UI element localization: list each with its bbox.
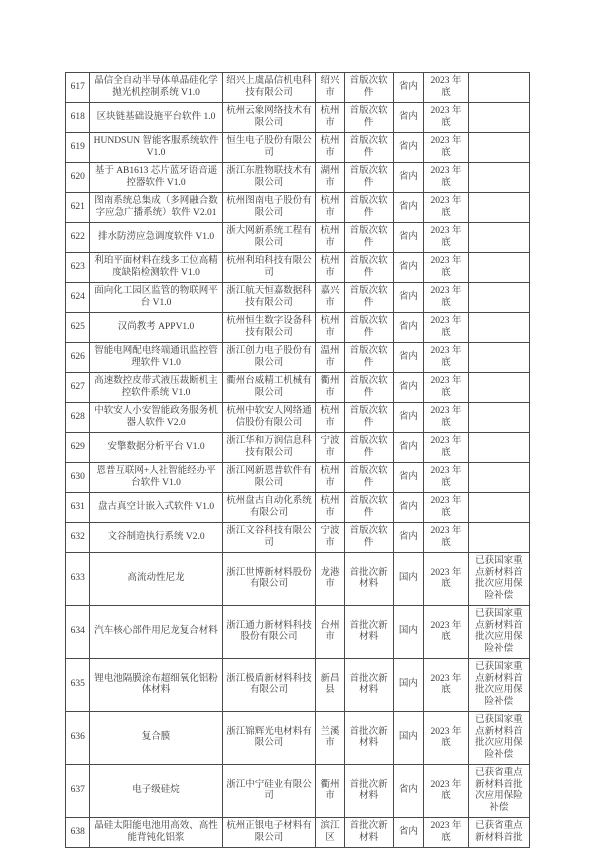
- cell-deadline: 2023 年底: [424, 193, 469, 223]
- table-body: [66, 73, 530, 848]
- cell-deadline: 2023 年底: [424, 433, 469, 463]
- cell-category: 首版次软件: [344, 283, 393, 313]
- cell-category: 首批次新材料: [344, 712, 393, 765]
- cell-remark: 已获省重点新材料首批: [468, 818, 529, 848]
- cell-remark: [468, 223, 529, 253]
- table-row: [66, 523, 530, 553]
- cell-deadline: 2023 年底: [424, 163, 469, 193]
- cell-no: 618: [66, 103, 90, 133]
- cell-product: 晶硅太阳能电池用高效、高性能背钝化铝浆: [90, 818, 222, 848]
- cell-no: 635: [66, 659, 90, 712]
- cell-deadline: 2023 年底: [424, 253, 469, 283]
- cell-scope: 国内: [393, 606, 424, 659]
- cell-category: 首批次新材料: [344, 606, 393, 659]
- cell-company: 浙江华和万润信息科技有限公司: [222, 433, 316, 463]
- cell-no: 623: [66, 253, 90, 283]
- cell-remark: 已获省重点新材料首批次应用保险补偿: [468, 765, 529, 818]
- cell-company: 杭州利珀科技有限公司: [222, 253, 316, 283]
- cell-product: 区块链基础设施平台软件 1.0: [90, 103, 222, 133]
- cell-company: 杭州恒生数字设备科技有限公司: [222, 313, 316, 343]
- cell-scope: 省内: [393, 523, 424, 553]
- cell-remark: [468, 403, 529, 433]
- cell-remark: [468, 313, 529, 343]
- cell-scope: 省内: [393, 163, 424, 193]
- cell-scope: 省内: [393, 73, 424, 103]
- cell-city: 衢州市: [316, 765, 344, 818]
- cell-deadline: 2023 年底: [424, 283, 469, 313]
- cell-product: 汉尚教考 APPV1.0: [90, 313, 222, 343]
- cell-product: 盘古真空计嵌入式软件 V1.0: [90, 493, 222, 523]
- cell-product: 晶信全自动半导体单晶硅化学抛光机控制系统 V1.0: [90, 73, 222, 103]
- cell-category: 首版次软件: [344, 463, 393, 493]
- cell-scope: 省内: [393, 493, 424, 523]
- cell-deadline: 2023 年底: [424, 133, 469, 163]
- cell-no: 621: [66, 193, 90, 223]
- cell-product: 汽车核心部件用尼龙复合材料: [90, 606, 222, 659]
- cell-city: 绍兴市: [316, 73, 344, 103]
- cell-deadline: 2023 年底: [424, 463, 469, 493]
- table-row: [66, 433, 530, 463]
- cell-no: 629: [66, 433, 90, 463]
- cell-scope: 省内: [393, 253, 424, 283]
- cell-category: 首版次软件: [344, 373, 393, 403]
- cell-category: 首批次新材料: [344, 659, 393, 712]
- cell-no: 633: [66, 553, 90, 606]
- cell-product: 文谷制造执行系统 V2.0: [90, 523, 222, 553]
- cell-no: 632: [66, 523, 90, 553]
- cell-no: 638: [66, 818, 90, 848]
- cell-remark: 已获国家重点新材料首批次应用保险补偿: [468, 553, 529, 606]
- table-row: [66, 103, 530, 133]
- cell-remark: [468, 343, 529, 373]
- cell-city: 新昌县: [316, 659, 344, 712]
- cell-remark: [468, 523, 529, 553]
- cell-company: 浙江网新恩普软件有限公司: [222, 463, 316, 493]
- cell-remark: [468, 193, 529, 223]
- table-row: [66, 373, 530, 403]
- cell-scope: 省内: [393, 193, 424, 223]
- cell-city: 杭州市: [316, 403, 344, 433]
- table-row: [66, 253, 530, 283]
- table-row: [66, 223, 530, 253]
- cell-scope: 省内: [393, 223, 424, 253]
- cell-no: 634: [66, 606, 90, 659]
- cell-product: 智能电网配电终端通讯监控管理软件 V1.0: [90, 343, 222, 373]
- table-row: [66, 765, 530, 818]
- cell-deadline: 2023 年底: [424, 223, 469, 253]
- cell-company: 浙大网新系统工程有限公司: [222, 223, 316, 253]
- cell-no: 627: [66, 373, 90, 403]
- cell-company: 杭州盘古自动化系统有限公司: [222, 493, 316, 523]
- cell-product: 面向化工园区监管的物联网平台 V1.0: [90, 283, 222, 313]
- cell-no: 626: [66, 343, 90, 373]
- cell-company: 浙江极盾新材料科技有限公司: [222, 659, 316, 712]
- cell-company: 杭州云象网络技术有限公司: [222, 103, 316, 133]
- cell-deadline: 2023 年底: [424, 712, 469, 765]
- cell-remark: [468, 283, 529, 313]
- cell-deadline: 2023 年底: [424, 403, 469, 433]
- cell-no: 619: [66, 133, 90, 163]
- cell-product: 恩普互联网+人社智能经办平台软件 V1.0: [90, 463, 222, 493]
- cell-scope: 省内: [393, 765, 424, 818]
- cell-scope: 省内: [393, 343, 424, 373]
- cell-company: 浙江通力新材料科技股份有限公司: [222, 606, 316, 659]
- cell-company: 浙江航天恒嘉数据科技有限公司: [222, 283, 316, 313]
- cell-category: 首版次软件: [344, 403, 393, 433]
- table-row: [66, 463, 530, 493]
- cell-deadline: 2023 年底: [424, 73, 469, 103]
- cell-scope: 省内: [393, 133, 424, 163]
- cell-city: 台州市: [316, 606, 344, 659]
- cell-deadline: 2023 年底: [424, 343, 469, 373]
- cell-company: 浙江创力电子股份有限公司: [222, 343, 316, 373]
- cell-company: 恒生电子股份有限公司: [222, 133, 316, 163]
- cell-scope: 省内: [393, 403, 424, 433]
- cell-company: 浙江世博新材料股份有限公司: [222, 553, 316, 606]
- cell-deadline: 2023 年底: [424, 553, 469, 606]
- cell-no: 617: [66, 73, 90, 103]
- cell-scope: 国内: [393, 712, 424, 765]
- cell-city: 杭州市: [316, 253, 344, 283]
- cell-remark: [468, 163, 529, 193]
- cell-scope: 省内: [393, 313, 424, 343]
- cell-remark: [468, 373, 529, 403]
- table-row: [66, 403, 530, 433]
- table-row: [66, 283, 530, 313]
- cell-city: 杭州市: [316, 133, 344, 163]
- cell-remark: 已获国家重点新材料首批次应用保险补偿: [468, 712, 529, 765]
- cell-company: 浙江锦辉光电材料有限公司: [222, 712, 316, 765]
- cell-category: 首版次软件: [344, 433, 393, 463]
- cell-city: 杭州市: [316, 193, 344, 223]
- cell-category: 首批次新材料: [344, 553, 393, 606]
- cell-category: 首版次软件: [344, 493, 393, 523]
- cell-remark: 已获国家重点新材料首批次应用保险补偿: [468, 659, 529, 712]
- table-row: [66, 163, 530, 193]
- cell-deadline: 2023 年底: [424, 765, 469, 818]
- table-row: [66, 73, 530, 103]
- cell-product: 利珀平面材料在线多工位高精度缺陷检测软件 V1.0: [90, 253, 222, 283]
- cell-remark: [468, 133, 529, 163]
- table-row: [66, 659, 530, 712]
- cell-company: 绍兴上虞晶信机电科技有限公司: [222, 73, 316, 103]
- cell-city: 龙港市: [316, 553, 344, 606]
- cell-category: 首版次软件: [344, 523, 393, 553]
- cell-company: 杭州中软安人网络通信股份有限公司: [222, 403, 316, 433]
- cell-city: 杭州市: [316, 313, 344, 343]
- cell-product: 排水防涝应急调度软件 V1.0: [90, 223, 222, 253]
- cell-product: HUNDSUN 智能客服系统软件 V1.0: [90, 133, 222, 163]
- cell-deadline: 2023 年底: [424, 493, 469, 523]
- table-row: [66, 343, 530, 373]
- table-row: [66, 553, 530, 606]
- cell-category: 首版次软件: [344, 103, 393, 133]
- table-row: [66, 133, 530, 163]
- table-row: [66, 712, 530, 765]
- table-row: [66, 606, 530, 659]
- cell-deadline: 2023 年底: [424, 659, 469, 712]
- cell-category: 首版次软件: [344, 73, 393, 103]
- cell-product: 高速数控皮带式液压裁断机主控软件系统 V1.0: [90, 373, 222, 403]
- cell-no: 620: [66, 163, 90, 193]
- cell-category: 首版次软件: [344, 223, 393, 253]
- cell-city: 杭州市: [316, 463, 344, 493]
- cell-city: 杭州市: [316, 103, 344, 133]
- product-list-table: [65, 72, 530, 848]
- cell-scope: 省内: [393, 818, 424, 848]
- cell-product: 图南系统总集成（多网融合数字应急广播系统）软件 V2.01: [90, 193, 222, 223]
- cell-category: 首版次软件: [344, 133, 393, 163]
- cell-category: 首版次软件: [344, 193, 393, 223]
- cell-scope: 省内: [393, 463, 424, 493]
- cell-city: 杭州市: [316, 493, 344, 523]
- table-row: [66, 493, 530, 523]
- cell-city: 杭州市: [316, 223, 344, 253]
- cell-no: 625: [66, 313, 90, 343]
- cell-remark: [468, 103, 529, 133]
- cell-deadline: 2023 年底: [424, 606, 469, 659]
- cell-deadline: 2023 年底: [424, 313, 469, 343]
- cell-deadline: 2023 年底: [424, 523, 469, 553]
- cell-city: 宁波市: [316, 433, 344, 463]
- cell-deadline: 2023 年底: [424, 373, 469, 403]
- cell-remark: [468, 493, 529, 523]
- cell-scope: 国内: [393, 659, 424, 712]
- cell-product: 高流动性尼龙: [90, 553, 222, 606]
- table-row: [66, 313, 530, 343]
- cell-city: 宁波市: [316, 523, 344, 553]
- cell-category: 首批次新材料: [344, 818, 393, 848]
- cell-product: 复合膜: [90, 712, 222, 765]
- cell-remark: [468, 73, 529, 103]
- cell-no: 636: [66, 712, 90, 765]
- table-row: [66, 193, 530, 223]
- cell-product: 安擎数据分析平台 V1.0: [90, 433, 222, 463]
- cell-company: 浙江文谷科技有限公司: [222, 523, 316, 553]
- cell-remark: [468, 433, 529, 463]
- cell-city: 温州市: [316, 343, 344, 373]
- cell-product: 锂电池隔膜涂布超细氧化铝粉体材料: [90, 659, 222, 712]
- cell-product: 电子级硅烷: [90, 765, 222, 818]
- cell-category: 首版次软件: [344, 313, 393, 343]
- cell-no: 624: [66, 283, 90, 313]
- cell-city: 湖州市: [316, 163, 344, 193]
- cell-category: 首批次新材料: [344, 765, 393, 818]
- cell-scope: 省内: [393, 433, 424, 463]
- cell-category: 首版次软件: [344, 163, 393, 193]
- cell-city: 滨江区: [316, 818, 344, 848]
- cell-scope: 省内: [393, 103, 424, 133]
- cell-city: 兰溪市: [316, 712, 344, 765]
- table-row: [66, 818, 530, 848]
- cell-product: 中软安人小安智能政务服务机器人软件 V2.0: [90, 403, 222, 433]
- cell-no: 637: [66, 765, 90, 818]
- cell-remark: 已获国家重点新材料首批次应用保险补偿: [468, 606, 529, 659]
- cell-no: 630: [66, 463, 90, 493]
- cell-company: 浙江中宁硅业有限公司: [222, 765, 316, 818]
- cell-remark: [468, 253, 529, 283]
- cell-company: 杭州图南电子股份有限公司: [222, 193, 316, 223]
- cell-scope: 省内: [393, 283, 424, 313]
- cell-no: 628: [66, 403, 90, 433]
- cell-no: 622: [66, 223, 90, 253]
- cell-scope: 省内: [393, 373, 424, 403]
- cell-no: 631: [66, 493, 90, 523]
- cell-company: 衢州台威精工机械有限公司: [222, 373, 316, 403]
- cell-city: 衢州市: [316, 373, 344, 403]
- cell-remark: [468, 463, 529, 493]
- cell-product: 基于 AB1613 芯片蓝牙语音遥控器软件 V1.0: [90, 163, 222, 193]
- cell-category: 首版次软件: [344, 253, 393, 283]
- cell-deadline: 2023 年底: [424, 103, 469, 133]
- cell-category: 首版次软件: [344, 343, 393, 373]
- cell-company: 杭州正银电子材料有限公司: [222, 818, 316, 848]
- cell-city: 嘉兴市: [316, 283, 344, 313]
- cell-scope: 国内: [393, 553, 424, 606]
- cell-company: 浙江东胜物联技术有限公司: [222, 163, 316, 193]
- cell-deadline: 2023 年底: [424, 818, 469, 848]
